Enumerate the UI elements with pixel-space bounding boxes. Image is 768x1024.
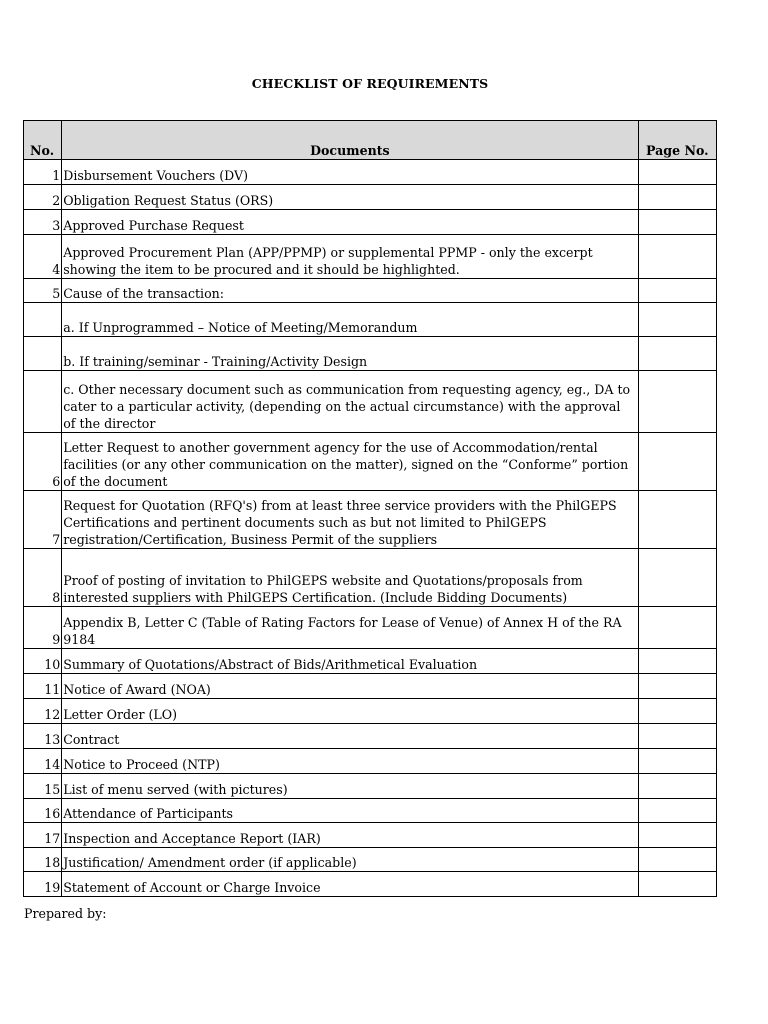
row-document: a. If Unprogrammed – Notice of Meeting/Memorandum xyxy=(62,303,638,337)
table-row xyxy=(24,649,717,674)
row-number: 2 xyxy=(24,185,62,210)
row-number: 3 xyxy=(24,210,62,235)
row-page-no xyxy=(638,674,716,699)
row-number: 18 xyxy=(24,848,62,872)
row-page-no xyxy=(638,823,716,848)
header-documents: Documents xyxy=(62,121,638,160)
row-page-no xyxy=(638,433,716,491)
row-page-no xyxy=(638,549,716,607)
row-page-no xyxy=(638,371,716,433)
row-number xyxy=(24,371,62,433)
table-row xyxy=(24,774,717,799)
row-number: 9 xyxy=(24,607,62,649)
row-document: Obligation Request Status (ORS) xyxy=(62,185,638,210)
row-document: Attendance of Participants xyxy=(62,799,638,823)
table-row xyxy=(24,823,717,848)
row-number: 15 xyxy=(24,774,62,799)
document-title: CHECKLIST OF REQUIREMENTS xyxy=(251,76,489,91)
table-row xyxy=(24,872,717,897)
row-page-no xyxy=(638,235,716,279)
row-page-no xyxy=(638,848,716,872)
row-page-no xyxy=(638,699,716,724)
row-document: Justification/ Amendment order (if applicable) xyxy=(62,848,638,872)
row-document: Appendix B, Letter C (Table of Rating Factors for Lease of Venue) of Annex H of the RA 9184 xyxy=(62,607,638,649)
table-row xyxy=(24,799,717,823)
table-row xyxy=(24,699,717,724)
row-document: Summary of Quotations/Abstract of Bids/Arithmetical Evaluation xyxy=(62,649,638,674)
table-row xyxy=(24,749,717,774)
row-number: 14 xyxy=(24,749,62,774)
row-document: Notice to Proceed (NTP) xyxy=(62,749,638,774)
table-row xyxy=(24,724,717,749)
row-document: Approved Procurement Plan (APP/PPMP) or supplemental PPMP - only the excerpt showing the item to be procured and it should be highlighted. xyxy=(62,235,638,279)
row-document: Proof of posting of invitation to PhilGEPS website and Quotations/proposals from interested suppliers with PhilGEPS Certification. (Include Bidding Documents) xyxy=(62,549,638,607)
table-header-row xyxy=(24,121,717,160)
row-page-no xyxy=(638,649,716,674)
row-document: Contract xyxy=(62,724,638,749)
table-row xyxy=(24,491,717,549)
row-document: b. If training/seminar - Training/Activity Design xyxy=(62,337,638,371)
row-number: 7 xyxy=(24,491,62,549)
table-row xyxy=(24,303,717,337)
table-row xyxy=(24,607,717,649)
prepared-by-label: Prepared by: xyxy=(24,906,107,921)
row-number: 5 xyxy=(24,279,62,303)
row-number: 12 xyxy=(24,699,62,724)
header-page-no: Page No. xyxy=(638,121,716,160)
table-row xyxy=(24,549,717,607)
row-number xyxy=(24,303,62,337)
row-page-no xyxy=(638,799,716,823)
row-number: 19 xyxy=(24,872,62,897)
row-number: 17 xyxy=(24,823,62,848)
row-number: 10 xyxy=(24,649,62,674)
row-document: Letter Request to another government agency for the use of Accommodation/rental facilities (or any other communication on the matter), signed on the “Conforme” portion of the document xyxy=(62,433,638,491)
row-page-no xyxy=(638,749,716,774)
row-page-no xyxy=(638,185,716,210)
row-document: Approved Purchase Request xyxy=(62,210,638,235)
table-row xyxy=(24,433,717,491)
row-number: 13 xyxy=(24,724,62,749)
row-number xyxy=(24,337,62,371)
table-row xyxy=(24,185,717,210)
table-row xyxy=(24,337,717,371)
row-document: Letter Order (LO) xyxy=(62,699,638,724)
table-row xyxy=(24,279,717,303)
row-page-no xyxy=(638,724,716,749)
row-page-no xyxy=(638,160,716,185)
row-document: c. Other necessary document such as communication from requesting agency, eg., DA to cater to a particular activity, (depending on the actual circumstance) with the approval of the director xyxy=(62,371,638,433)
row-page-no xyxy=(638,303,716,337)
table-row xyxy=(24,371,717,433)
row-number: 8 xyxy=(24,549,62,607)
row-document: Inspection and Acceptance Report (IAR) xyxy=(62,823,638,848)
header-no: No. xyxy=(24,121,62,160)
row-document: Cause of the transaction: xyxy=(62,279,638,303)
row-page-no xyxy=(638,774,716,799)
table-row xyxy=(24,674,717,699)
requirements-table xyxy=(23,120,717,897)
row-page-no xyxy=(638,607,716,649)
table-row xyxy=(24,160,717,185)
row-document: Disbursement Vouchers (DV) xyxy=(62,160,638,185)
row-page-no xyxy=(638,210,716,235)
row-number: 11 xyxy=(24,674,62,699)
table-row xyxy=(24,848,717,872)
table-row xyxy=(24,235,717,279)
row-document: Statement of Account or Charge Invoice xyxy=(62,872,638,897)
table-row xyxy=(24,210,717,235)
row-document: Notice of Award (NOA) xyxy=(62,674,638,699)
row-page-no xyxy=(638,491,716,549)
row-number: 4 xyxy=(24,235,62,279)
row-number: 6 xyxy=(24,433,62,491)
row-page-no xyxy=(638,872,716,897)
row-document: Request for Quotation (RFQ's) from at least three service providers with the PhilGEPS Certifications and pertinent documents such as but not limited to PhilGEPS registration/Certification, Business Permit of the suppliers xyxy=(62,491,638,549)
row-page-no xyxy=(638,337,716,371)
row-number: 16 xyxy=(24,799,62,823)
row-page-no xyxy=(638,279,716,303)
row-number: 1 xyxy=(24,160,62,185)
row-document: List of menu served (with pictures) xyxy=(62,774,638,799)
